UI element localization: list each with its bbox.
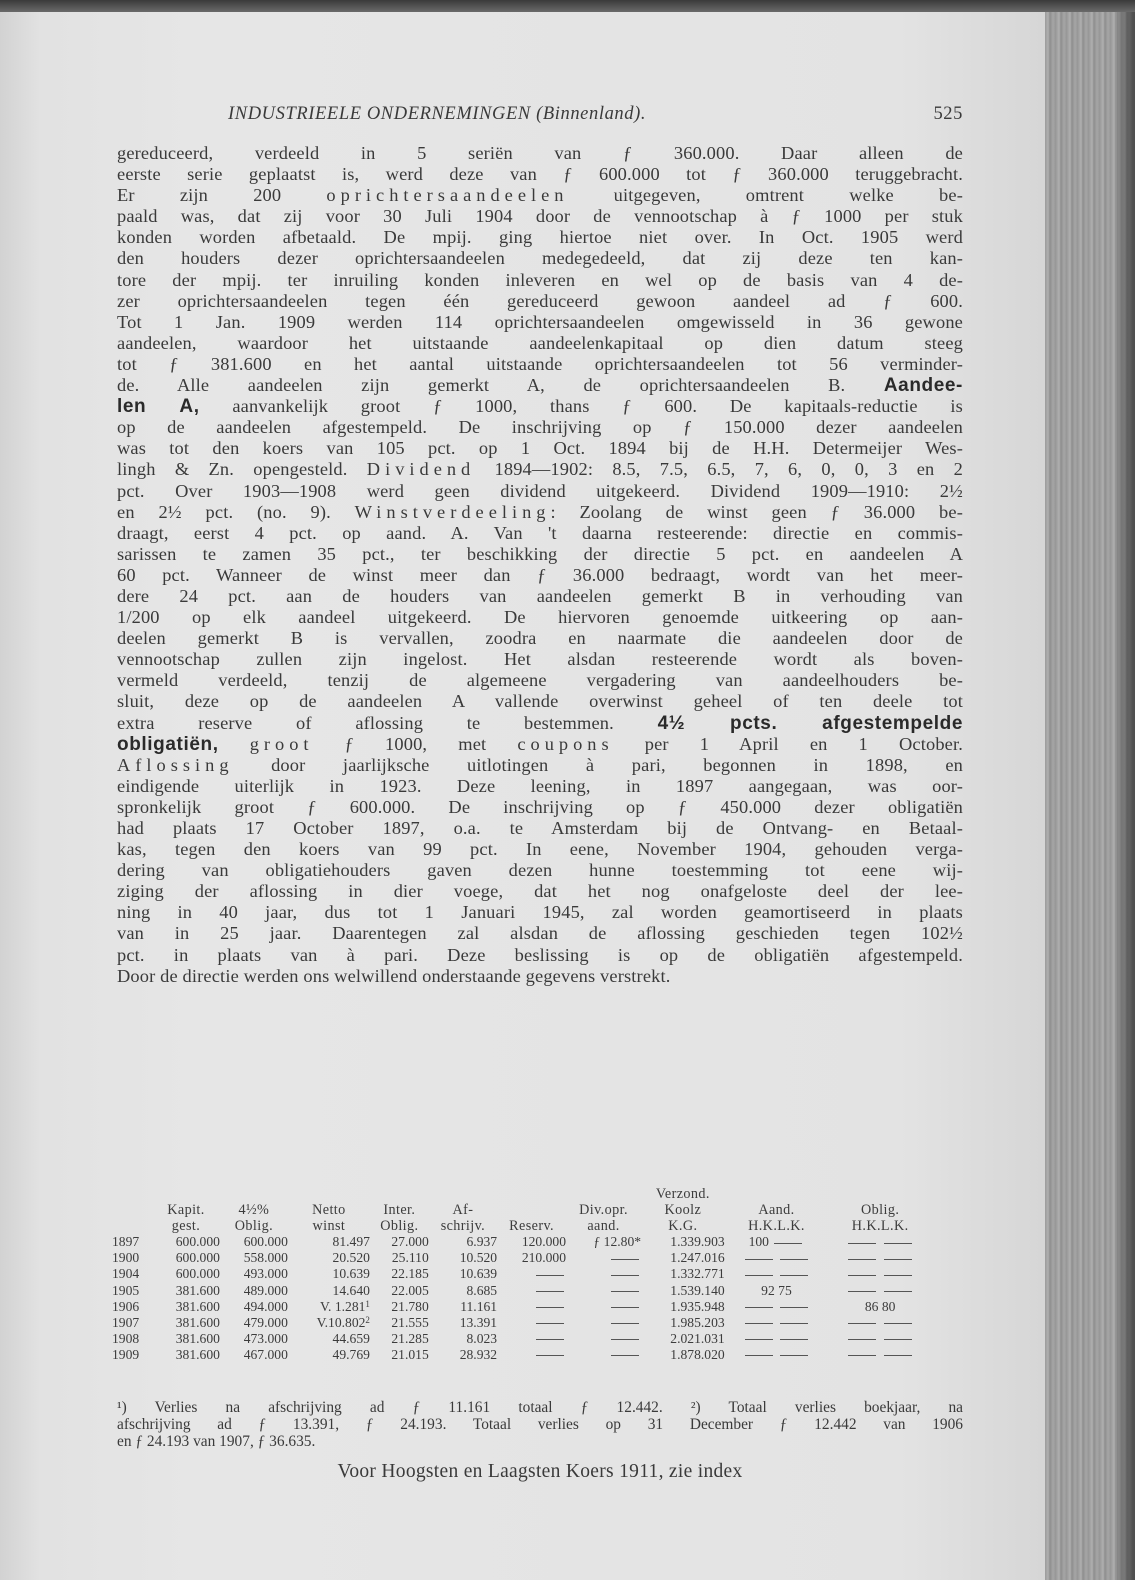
col-header: aand. <box>587 1218 620 1235</box>
cell-oblig-high <box>846 1315 878 1330</box>
text-line: tot ƒ 381.600 en het aantal uitstaande oprichtersaandeelen tot 56 verminder- <box>117 353 963 374</box>
cell-inter: 21.555 <box>391 1314 429 1330</box>
cell-netto: 49.769 <box>332 1346 370 1362</box>
text-line <box>117 734 963 755</box>
cell-reserve <box>497 1331 566 1347</box>
empty-value-dash <box>611 1339 639 1340</box>
cell-reserve: 120.000 <box>521 1234 567 1250</box>
table-body <box>112 1234 932 1363</box>
cell-inter: 21.780 <box>391 1298 429 1314</box>
empty-value-dash <box>745 1275 773 1276</box>
cell-aand-hk-lk <box>725 1299 829 1315</box>
cell-div-opr <box>566 1250 641 1266</box>
cell-oblig: 489.000 <box>243 1282 288 1298</box>
text-line: zer oprichtersaandeelen tegen één gereduceerd gewoon aandeel ad ƒ 600. <box>117 290 963 311</box>
text-line: pct. in plaats van à pari. Deze beslissing is op de obligatiën afgestempeld. <box>117 944 963 965</box>
spaced-term: Dividend <box>366 459 476 480</box>
cell-koolzaad: 1.247.016 <box>670 1250 725 1266</box>
cell-oblig-high <box>846 1234 878 1249</box>
text-line: sluit, deze op de aandeelen A vallende overwinst geheel of ten deele tot <box>117 691 963 712</box>
table-row <box>112 1266 932 1282</box>
cell-netto: V. 1.281$^1$ <box>319 1298 370 1314</box>
cell-oblig-hk-lk <box>828 1299 932 1315</box>
text-line <box>117 375 963 396</box>
col-header: Netto <box>312 1202 346 1219</box>
cell-oblig-low <box>882 1347 914 1362</box>
text-fragment: extra reserve of aflossing te bestemmen. <box>117 712 658 733</box>
col-header: Aand. <box>758 1202 795 1219</box>
cell-year: 1904 <box>112 1266 140 1282</box>
cell-reserve <box>497 1299 566 1315</box>
cell-oblig-hk-lk <box>828 1283 932 1299</box>
spaced-term: groot <box>249 733 314 754</box>
body-text <box>117 143 963 987</box>
cell-netto: 44.659 <box>332 1330 370 1346</box>
text-line: draagt, eerst 4 pct. op aand. A. Van 't daarna resteerende: directie en commis- <box>117 522 963 543</box>
cell-aand-hk-lk <box>725 1347 829 1363</box>
cell-aand-hk-lk <box>725 1234 829 1250</box>
empty-value-dash <box>745 1259 773 1260</box>
cell-year: 1905 <box>112 1282 140 1298</box>
cell-div-opr <box>566 1331 641 1347</box>
footnote-marker: 1 <box>365 1298 370 1309</box>
text-fragment: per 1 April en 1 October. <box>613 733 963 754</box>
cell-netto: V.10.802$^2$ <box>316 1314 370 1330</box>
col-header: schrijv. <box>440 1218 486 1235</box>
financial-table <box>112 1186 932 1363</box>
cell-oblig-low <box>882 1331 914 1346</box>
cell-oblig: 600.000 <box>243 1234 288 1250</box>
text-line: paald was, dat zij voor 30 Juli 1904 door de vennootschap à ƒ 1000 per stuk <box>117 206 963 227</box>
col-header: Af- <box>452 1202 474 1219</box>
cell-div-opr <box>566 1283 641 1299</box>
cell-koolzaad: 1.935.948 <box>670 1298 725 1314</box>
cell-oblig-hk-lk <box>828 1315 932 1331</box>
footnote-line: ¹) Verlies na afschrijving ad ƒ 11.161 totaal ƒ 12.442. ²) Totaal verlies boekjaar, na <box>117 1399 963 1416</box>
cell-aand-high <box>743 1315 775 1330</box>
cell-year: 1907 <box>112 1314 140 1330</box>
col-header <box>497 1202 566 1218</box>
cell-aand-hk-lk <box>725 1250 829 1266</box>
cell-div-opr <box>566 1266 641 1282</box>
footnote-line: afschrijving ad ƒ 13.391, ƒ 24.193. Totaal verlies op 31 December ƒ 12.442 van 1906 <box>117 1416 963 1434</box>
empty-value-dash <box>536 1339 564 1340</box>
text-line: eerste serie geplaatst is, werd deze van ƒ 600.000 tot ƒ 360.000 teruggebracht. <box>117 164 963 185</box>
text-line: 1/200 op elk aandeel uitgekeerd. De hiervoren genoemde uitkeering op aan- <box>117 607 963 628</box>
text-line: had plaats 17 October 1897, o.a. te Amsterdam bij de Ontvang- en Betaal- <box>117 818 963 838</box>
text-fragment: en 2½ pct. (no. 9). <box>117 501 355 522</box>
col-header: Oblig. <box>234 1218 274 1235</box>
col-header: Oblig. <box>380 1218 419 1235</box>
text-line <box>117 713 963 734</box>
cell-aand-high <box>743 1250 775 1265</box>
text-fragment: de. Alle aandeelen zijn gemerkt A, de oprichtersaandeelen B. <box>117 375 884 396</box>
empty-value-dash <box>536 1323 564 1324</box>
cell-netto: 81.497 <box>332 1234 370 1250</box>
text-line: Door de directie werden ons welwillend onderstaande gegevens verstrekt. <box>117 965 671 986</box>
empty-value-dash <box>780 1355 808 1356</box>
col-header-verzond: Verzond. <box>655 1186 710 1202</box>
cell-aand-high: 100 <box>748 1234 769 1250</box>
cell-koolzaad: 1.332.771 <box>670 1266 725 1282</box>
empty-value-dash <box>780 1259 808 1260</box>
cell-afschrijving: 8.685 <box>466 1282 498 1298</box>
cell-afschrijving: 10.520 <box>459 1250 498 1266</box>
cell-oblig-low <box>882 1266 914 1281</box>
cell-afschrijving: 13.391 <box>459 1314 498 1330</box>
table-row <box>112 1331 932 1347</box>
cell-kapit: 381.600 <box>175 1298 220 1314</box>
cell-afschrijving: 10.639 <box>459 1266 498 1282</box>
empty-value-dash <box>848 1339 876 1340</box>
cell-oblig-low <box>882 1250 914 1265</box>
text-line: gereduceerd, verdeeld in 5 seriën van ƒ 360.000. Daar alleen de <box>117 143 963 163</box>
cell-aand-low <box>772 1234 804 1249</box>
spaced-term: Aflossing <box>117 754 234 775</box>
empty-value-dash <box>884 1259 912 1260</box>
col-header: H.K.L.K. <box>851 1218 909 1235</box>
cell-aand-high <box>743 1299 775 1314</box>
empty-value-dash <box>884 1355 912 1356</box>
cell-reserve <box>497 1315 566 1331</box>
cell-oblig: 479.000 <box>243 1314 288 1330</box>
text-line: dering van obligatiehouders gaven dezen hunne toestemming tot eene wij- <box>117 860 963 881</box>
cell-oblig-hk-lk <box>828 1250 932 1266</box>
book-page-edges <box>1045 12 1135 1580</box>
cell-oblig-low: 80 <box>881 1298 896 1314</box>
cell-oblig-low <box>882 1315 914 1330</box>
text-line <box>117 459 963 480</box>
cell-reserve <box>497 1347 566 1363</box>
table-row <box>112 1234 932 1250</box>
table-header-row-1 <box>112 1202 932 1218</box>
table-row <box>112 1347 932 1363</box>
empty-value-dash <box>884 1323 912 1324</box>
text-line: deelen gemerkt B is vervallen, zoodra en naarmate die aandeelen door de <box>117 628 963 649</box>
col-header: K.G. <box>668 1218 698 1235</box>
text-line: dere 24 pct. aan de houders van aandeelen gemerkt B in verhouding van <box>117 585 963 606</box>
cell-aand-low <box>778 1299 810 1314</box>
spaced-term: Winstverdeeling <box>354 501 551 522</box>
cell-kapit: 381.600 <box>175 1282 220 1298</box>
cell-aand-low <box>778 1266 810 1281</box>
cell-aand-hk-lk <box>725 1331 829 1347</box>
cell-kapit: 381.600 <box>175 1346 220 1362</box>
cell-netto: 20.520 <box>332 1250 370 1266</box>
cell-oblig-hk-lk <box>828 1347 932 1363</box>
text-fragment: : Zoolang de winst geen ƒ 36.000 be- <box>550 501 963 522</box>
text-line: 60 pct. Wanneer de winst meer dan ƒ 36.000 bedraagt, wordt van het meer- <box>117 564 963 585</box>
col-header <box>112 1218 152 1234</box>
text-line: vermeld verdeeld, tenzij de algemeene vergadering van aandeelhouders be- <box>117 670 963 691</box>
cell-inter: 22.185 <box>391 1266 429 1282</box>
empty-value-dash <box>745 1307 773 1308</box>
cell-year: 1908 <box>112 1330 140 1346</box>
text-line: spronkelijk groot ƒ 600.000. De inschrijving op ƒ 450.000 dezer obligatiën <box>117 796 963 817</box>
text-line <box>117 755 963 776</box>
text-fragment: ƒ 1000, met <box>313 733 518 754</box>
empty-value-dash <box>848 1243 876 1244</box>
cell-oblig: 558.000 <box>243 1250 288 1266</box>
empty-value-dash <box>780 1323 808 1324</box>
text-line: eindigende uiterlijk in 1923. Deze leening, in 1897 aangegaan, was oor- <box>117 775 963 796</box>
cell-div-opr <box>566 1315 641 1331</box>
cell-div-opr <box>566 1347 641 1363</box>
text-line: tore der mpij. ter inruiling konden inleveren en wel op de basis van 4 de- <box>117 269 963 290</box>
footnote-marker: 2 <box>365 1314 370 1325</box>
cell-oblig: 494.000 <box>243 1298 288 1314</box>
cell-oblig-hk-lk <box>828 1234 932 1250</box>
empty-value-dash <box>745 1355 773 1356</box>
empty-value-dash <box>745 1339 773 1340</box>
cell-inter: 25.110 <box>391 1250 429 1266</box>
text-line: kas, tegen den koers van 99 pct. In eene, November 1904, gehouden verga- <box>117 839 963 860</box>
cell-afschrijving: 11.161 <box>460 1298 498 1314</box>
empty-value-dash <box>884 1275 912 1276</box>
cell-oblig: 467.000 <box>243 1346 288 1362</box>
section-heading-obligaties: obligatiën, <box>117 733 219 755</box>
empty-value-dash <box>611 1355 639 1356</box>
cell-kapit: 600.000 <box>175 1266 220 1282</box>
col-header: Reserv. <box>509 1218 554 1235</box>
cell-inter: 22.005 <box>391 1282 429 1298</box>
empty-value-dash <box>536 1355 564 1356</box>
empty-value-dash <box>611 1291 639 1292</box>
table-header-row-verzond <box>112 1186 932 1202</box>
empty-value-dash <box>780 1339 808 1340</box>
page-number: 525 <box>933 104 963 124</box>
cell-aand-high: 92 <box>761 1282 775 1298</box>
col-header: H.K.L.K. <box>748 1218 805 1235</box>
cell-aand-low <box>778 1250 810 1265</box>
cell-netto: 14.640 <box>332 1282 370 1298</box>
empty-value-dash <box>611 1307 639 1308</box>
empty-value-dash <box>848 1291 876 1292</box>
cell-inter: 21.285 <box>391 1330 429 1346</box>
cell-oblig-high <box>846 1266 878 1281</box>
spaced-term: coupons <box>517 733 614 754</box>
empty-value-dash <box>611 1323 639 1324</box>
cell-koolzaad: 1.878.020 <box>670 1346 725 1362</box>
cell-oblig: 473.000 <box>243 1330 288 1346</box>
empty-value-dash <box>848 1259 876 1260</box>
cell-aand-hk-lk <box>725 1266 829 1282</box>
empty-value-dash <box>884 1243 912 1244</box>
empty-value-dash <box>611 1275 639 1276</box>
cell-aand-hk-lk <box>725 1283 829 1299</box>
text-line: Tot 1 Jan. 1909 werden 114 oprichtersaandeelen omgewisseld in 36 gewone <box>117 311 963 332</box>
col-header: Inter. <box>383 1202 416 1219</box>
empty-value-dash <box>848 1355 876 1356</box>
text-line: sarissen te zamen 35 pct., ter beschikking der directie 5 pct. en aandeelen A <box>117 543 963 564</box>
cell-year: 1909 <box>112 1346 140 1362</box>
cell-oblig-high: 86 <box>864 1298 879 1314</box>
col-header: Div.opr. <box>579 1202 628 1219</box>
cell-inter: 27.000 <box>391 1234 429 1250</box>
text-line: Er zijn 200 oprichtersaandeelen uitgegeven, omtrent welke be- <box>117 185 963 206</box>
cell-kapit: 381.600 <box>175 1330 220 1346</box>
text-line: den houders dezer oprichtersaandeelen medegedeeld, dat zij deze ten kan- <box>117 248 963 269</box>
running-head-title: INDUSTRIEELE ONDERNEMINGEN (Binnenland). <box>228 104 647 124</box>
text-fragment: 1894—1902: 8.5, 7.5, 6.5, 7, 6, 0, 0, 3 en 2 <box>475 459 963 480</box>
table-row <box>112 1315 932 1331</box>
empty-value-dash <box>848 1323 876 1324</box>
cell-afschrijving: 8.023 <box>466 1330 498 1346</box>
cell-netto: 10.639 <box>332 1266 370 1282</box>
cell-koolzaad: 1.339.903 <box>670 1234 725 1250</box>
empty-value-dash <box>848 1275 876 1276</box>
text-line <box>117 396 963 417</box>
cell-oblig-high <box>846 1250 878 1265</box>
text-line: ning in 40 jaar, dus tot 1 Januari 1945, zal worden geamortiseerd in plaats <box>117 902 963 923</box>
cell-aand-hk-lk <box>725 1315 829 1331</box>
section-heading-aandeelen: len A, <box>117 396 200 418</box>
text-line: van in 25 jaar. Daarentegen zal alsdan de aflossing geschieden tegen 102½ <box>117 923 963 944</box>
text-line: vennootschap zullen zijn ingelost. Het alsdan resteerende wordt als boven- <box>117 649 963 670</box>
cell-oblig-hk-lk <box>828 1331 932 1347</box>
empty-value-dash <box>745 1323 773 1324</box>
cell-reserve: 210.000 <box>521 1250 567 1266</box>
cell-afschrijving: 6.937 <box>466 1234 498 1250</box>
col-header <box>112 1202 152 1218</box>
empty-value-dash <box>611 1259 639 1260</box>
cell-oblig: 493.000 <box>243 1266 288 1282</box>
cell-aand-low <box>778 1347 810 1362</box>
cell-kapit: 381.600 <box>175 1314 220 1330</box>
cell-koolzaad: 2.021.031 <box>670 1330 725 1346</box>
cell-div-opr <box>566 1299 641 1315</box>
cell-aand-high <box>743 1347 775 1362</box>
cell-oblig-high <box>846 1331 878 1346</box>
cell-year: 1906 <box>112 1298 140 1314</box>
text-line <box>117 502 963 523</box>
cell-oblig-hk-lk <box>828 1266 932 1282</box>
col-header: winst <box>312 1218 346 1235</box>
text-line: ziging der aflossing in dier voege, dat het nog onafgeloste deel der lee- <box>117 881 963 902</box>
col-header: Koolz <box>664 1202 702 1219</box>
footnote-line: en ƒ 24.193 van 1907, ƒ 36.635. <box>117 1433 316 1451</box>
empty-value-dash <box>536 1307 564 1308</box>
text-line: konden worden afbetaald. De mpij. ging hiertoe niet over. In Oct. 1905 werd <box>117 227 963 248</box>
cell-koolzaad: 1.985.203 <box>670 1314 725 1330</box>
cell-oblig-high <box>846 1347 878 1362</box>
empty-value-dash <box>780 1275 808 1276</box>
text-fragment: door jaarlijksche uitlotingen à pari, begonnen in 1898, en <box>233 754 963 775</box>
empty-value-dash <box>884 1339 912 1340</box>
cell-year: 1897 <box>112 1234 140 1250</box>
empty-value-dash <box>536 1291 564 1292</box>
cell-oblig-low <box>882 1234 914 1249</box>
col-header: Kapit. <box>167 1202 205 1219</box>
cell-koolzaad: 1.539.140 <box>670 1282 725 1298</box>
cell-oblig-high <box>846 1283 878 1298</box>
closing-reference: Voor Hoogsten en Laagsten Koers 1911, zie index <box>337 1461 743 1482</box>
table-row <box>112 1250 932 1266</box>
cell-aand-high <box>743 1331 775 1346</box>
cell-oblig-low <box>882 1283 914 1298</box>
cell-aand-low <box>778 1315 810 1330</box>
table-row <box>112 1299 932 1315</box>
cell-reserve <box>497 1266 566 1282</box>
col-header: Oblig. <box>861 1202 900 1219</box>
text-fragment: aanvankelijk groot ƒ 1000, thans ƒ 600. De kapitaals-reductie is <box>232 396 963 417</box>
text-fragment: lingh & Zn. opengesteld. <box>117 459 367 480</box>
cell-reserve <box>497 1283 566 1299</box>
cell-afschrijving: 28.932 <box>459 1346 498 1362</box>
text-line: aandeelen, waardoor het uitstaande aandeelenkapitaal op dien datum steeg <box>117 332 963 353</box>
col-header: gest. <box>171 1218 201 1235</box>
running-head <box>228 104 963 125</box>
empty-value-dash <box>884 1291 912 1292</box>
text-line: op de aandeelen afgestempeld. De inschrijving op ƒ 150.000 dezer aandeelen <box>117 417 963 438</box>
cell-aand-low: 75 <box>778 1282 792 1298</box>
empty-value-dash <box>536 1275 564 1276</box>
section-heading-obligaties: 4½ pcts. afgestempelde <box>657 712 963 734</box>
col-header: 4½% <box>238 1202 270 1219</box>
cell-inter: 21.015 <box>391 1346 429 1362</box>
cell-kapit: 600.000 <box>175 1250 220 1266</box>
text-line: was tot den koers van 105 pct. op 1 Oct. 1894 bij de H.H. Determeijer Wes- <box>117 438 963 459</box>
table-row <box>112 1283 932 1299</box>
cell-aand-high <box>743 1266 775 1281</box>
cell-aand-low <box>778 1331 810 1346</box>
text-line: pct. Over 1903—1908 werd geen dividend uitgekeerd. Dividend 1909—1910: 2½ <box>117 480 963 501</box>
cell-kapit: 600.000 <box>175 1234 220 1250</box>
empty-value-dash <box>774 1243 802 1244</box>
cell-div-opr: ƒ 12.80* <box>593 1234 642 1250</box>
scan-top-edge <box>0 0 1135 12</box>
table-header-row-2 <box>112 1218 932 1234</box>
spaced-term: oprichtersaandeelen <box>326 185 569 206</box>
footnotes <box>117 1399 963 1451</box>
cell-year: 1900 <box>112 1250 140 1266</box>
section-heading-aandeelen: Aandee- <box>883 375 963 397</box>
empty-value-dash <box>780 1307 808 1308</box>
